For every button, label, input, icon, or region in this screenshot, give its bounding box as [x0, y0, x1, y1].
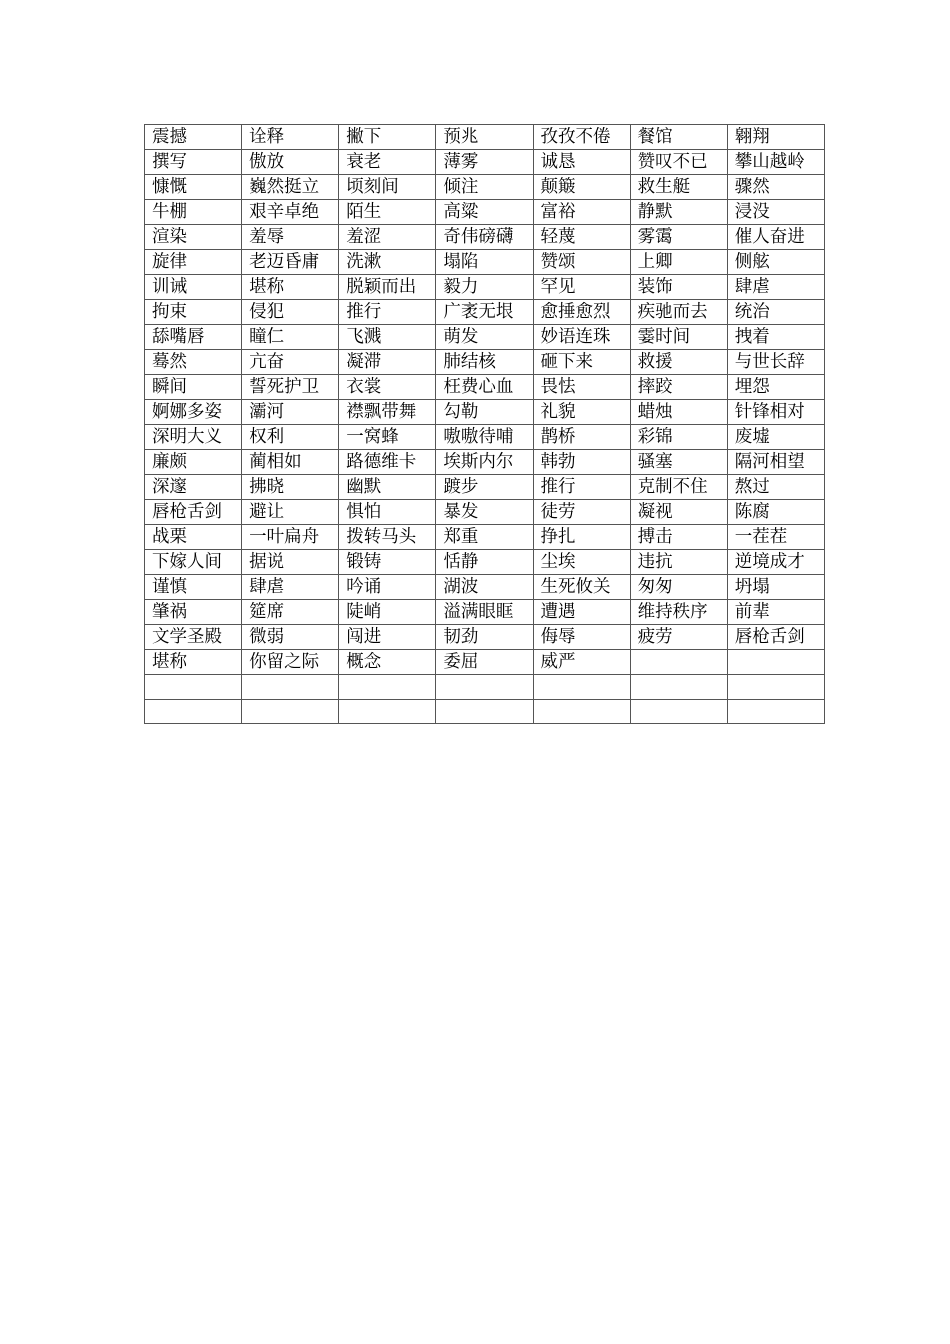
table-cell: 搏击 — [630, 525, 727, 550]
table-cell: 装饰 — [630, 275, 727, 300]
table-cell: 侮辱 — [533, 625, 630, 650]
table-cell: 惧怕 — [339, 500, 436, 525]
table-cell: 幽默 — [339, 475, 436, 500]
table-cell: 违抗 — [630, 550, 727, 575]
table-row — [145, 650, 825, 675]
table-cell: 老迈昏庸 — [242, 250, 339, 275]
table-cell: 羞辱 — [242, 225, 339, 250]
table-cell: 溢满眼眶 — [436, 600, 533, 625]
table-cell: 拂晓 — [242, 475, 339, 500]
table-cell: 拘束 — [145, 300, 242, 325]
table-cell: 前辈 — [727, 600, 824, 625]
table-cell: 蜡烛 — [630, 400, 727, 425]
table-cell — [630, 675, 727, 700]
table-cell: 战栗 — [145, 525, 242, 550]
table-cell: 颠簸 — [533, 175, 630, 200]
table-cell: 侧舷 — [727, 250, 824, 275]
table-cell — [727, 675, 824, 700]
table-cell — [242, 699, 339, 724]
table-row — [145, 600, 825, 625]
table-cell: 统治 — [727, 300, 824, 325]
table-cell: 挣扎 — [533, 525, 630, 550]
table-cell: 凝视 — [630, 500, 727, 525]
table-cell: 生死攸关 — [533, 575, 630, 600]
table-cell: 埃斯内尔 — [436, 450, 533, 475]
table-cell: 上卿 — [630, 250, 727, 275]
table-cell: 妙语连珠 — [533, 325, 630, 350]
table-cell: 顷刻间 — [339, 175, 436, 200]
table-cell: 灞河 — [242, 400, 339, 425]
table-cell — [436, 699, 533, 724]
table-cell: 恬静 — [436, 550, 533, 575]
table-row — [145, 400, 825, 425]
table-cell: 锻铸 — [339, 550, 436, 575]
table-cell: 肆虐 — [242, 575, 339, 600]
table-cell: 一窝蜂 — [339, 425, 436, 450]
table-row — [145, 675, 825, 700]
table-cell: 撰写 — [145, 150, 242, 175]
table-cell: 骚塞 — [630, 450, 727, 475]
table-cell: 震撼 — [145, 125, 242, 150]
table-cell: 隔河相望 — [727, 450, 824, 475]
table-cell: 熬过 — [727, 475, 824, 500]
table-cell: 渲染 — [145, 225, 242, 250]
table-cell: 廉颇 — [145, 450, 242, 475]
table-cell: 遭遇 — [533, 600, 630, 625]
table-cell: 针锋相对 — [727, 400, 824, 425]
table-cell: 陌生 — [339, 200, 436, 225]
table-cell: 瞳仁 — [242, 325, 339, 350]
table-row — [145, 699, 825, 724]
table-cell: 侵犯 — [242, 300, 339, 325]
table-cell: 脱颖而出 — [339, 275, 436, 300]
table-row — [145, 575, 825, 600]
table-cell: 唇枪舌剑 — [727, 625, 824, 650]
table-cell: 与世长辞 — [727, 350, 824, 375]
table-cell: 克制不住 — [630, 475, 727, 500]
table-row — [145, 550, 825, 575]
table-cell: 彩锦 — [630, 425, 727, 450]
table-cell: 雾霭 — [630, 225, 727, 250]
table-cell: 摔跤 — [630, 375, 727, 400]
table-cell: 肺结核 — [436, 350, 533, 375]
table-cell: 逆境成才 — [727, 550, 824, 575]
table-cell: 闯进 — [339, 625, 436, 650]
table-cell: 舔嘴唇 — [145, 325, 242, 350]
table-cell: 谨慎 — [145, 575, 242, 600]
table-cell: 毅力 — [436, 275, 533, 300]
table-cell: 婀娜多姿 — [145, 400, 242, 425]
table-cell: 徒劳 — [533, 500, 630, 525]
table-cell: 推行 — [533, 475, 630, 500]
table-cell: 倾注 — [436, 175, 533, 200]
table-cell: 威严 — [533, 650, 630, 675]
table-row — [145, 625, 825, 650]
table-cell: 撇下 — [339, 125, 436, 150]
table-cell: 牛棚 — [145, 200, 242, 225]
table-cell: 唇枪舌剑 — [145, 500, 242, 525]
table-row — [145, 275, 825, 300]
table-cell: 浸没 — [727, 200, 824, 225]
table-cell: 维持秩序 — [630, 600, 727, 625]
table-cell: 萌发 — [436, 325, 533, 350]
table-cell — [339, 675, 436, 700]
table-cell: 深明大义 — [145, 425, 242, 450]
table-cell: 埋怨 — [727, 375, 824, 400]
table-row — [145, 300, 825, 325]
table-cell: 愈捶愈烈 — [533, 300, 630, 325]
table-cell: 训诫 — [145, 275, 242, 300]
table-cell — [630, 699, 727, 724]
table-cell: 概念 — [339, 650, 436, 675]
table-cell: 衰老 — [339, 150, 436, 175]
table-cell: 蓦然 — [145, 350, 242, 375]
table-cell: 洗漱 — [339, 250, 436, 275]
table-cell: 薄雾 — [436, 150, 533, 175]
table-cell — [145, 675, 242, 700]
table-cell: 暴发 — [436, 500, 533, 525]
table-cell: 诚恳 — [533, 150, 630, 175]
table-row — [145, 425, 825, 450]
table-cell: 翱翔 — [727, 125, 824, 150]
table-cell: 嗷嗷待哺 — [436, 425, 533, 450]
table-row — [145, 500, 825, 525]
table-cell: 催人奋进 — [727, 225, 824, 250]
table-cell — [727, 699, 824, 724]
table-cell: 礼貌 — [533, 400, 630, 425]
table-cell — [339, 699, 436, 724]
table-cell: 艰辛卓绝 — [242, 200, 339, 225]
table-cell: 韩勃 — [533, 450, 630, 475]
table-cell: 救生艇 — [630, 175, 727, 200]
table-cell: 吟诵 — [339, 575, 436, 600]
table-row — [145, 125, 825, 150]
table-cell: 疲劳 — [630, 625, 727, 650]
table-row — [145, 250, 825, 275]
table-cell: 你留之际 — [242, 650, 339, 675]
table-cell: 瞬间 — [145, 375, 242, 400]
table-cell: 骤然 — [727, 175, 824, 200]
table-cell: 广袤无垠 — [436, 300, 533, 325]
table-cell: 筵席 — [242, 600, 339, 625]
table-cell: 轻蔑 — [533, 225, 630, 250]
table-cell: 踱步 — [436, 475, 533, 500]
table-row — [145, 375, 825, 400]
table-cell — [436, 675, 533, 700]
table-cell: 餐馆 — [630, 125, 727, 150]
table-cell: 鹊桥 — [533, 425, 630, 450]
table-row — [145, 350, 825, 375]
table-cell — [145, 699, 242, 724]
table-cell: 蔺相如 — [242, 450, 339, 475]
table-cell — [727, 650, 824, 675]
table-cell: 一茬茬 — [727, 525, 824, 550]
table-cell: 废墟 — [727, 425, 824, 450]
table-row — [145, 325, 825, 350]
table-cell: 堪称 — [145, 650, 242, 675]
table-cell: 下嫁人间 — [145, 550, 242, 575]
table-cell: 诠释 — [242, 125, 339, 150]
table-cell: 一叶扁舟 — [242, 525, 339, 550]
table-cell: 慷慨 — [145, 175, 242, 200]
table-cell: 霎时间 — [630, 325, 727, 350]
table-cell — [533, 699, 630, 724]
table-cell: 畏怯 — [533, 375, 630, 400]
table-cell: 亢奋 — [242, 350, 339, 375]
table-cell: 尘埃 — [533, 550, 630, 575]
table-cell: 奇伟磅礴 — [436, 225, 533, 250]
table-cell: 疾驰而去 — [630, 300, 727, 325]
table-cell — [630, 650, 727, 675]
vocabulary-table — [144, 124, 825, 724]
table-cell: 枉费心血 — [436, 375, 533, 400]
table-cell: 委屈 — [436, 650, 533, 675]
table-cell: 微弱 — [242, 625, 339, 650]
table-cell: 罕见 — [533, 275, 630, 300]
table-cell: 攀山越岭 — [727, 150, 824, 175]
table-cell — [533, 675, 630, 700]
table-cell: 韧劲 — [436, 625, 533, 650]
table-cell: 傲放 — [242, 150, 339, 175]
table-cell: 誓死护卫 — [242, 375, 339, 400]
table-cell: 巍然挺立 — [242, 175, 339, 200]
table-cell: 文学圣殿 — [145, 625, 242, 650]
table-cell: 襟飘带舞 — [339, 400, 436, 425]
table-row — [145, 475, 825, 500]
table-cell: 塌陷 — [436, 250, 533, 275]
table-cell: 羞涩 — [339, 225, 436, 250]
table-cell: 衣裳 — [339, 375, 436, 400]
table-cell: 孜孜不倦 — [533, 125, 630, 150]
table-row — [145, 175, 825, 200]
table-cell: 据说 — [242, 550, 339, 575]
table-cell: 勾勒 — [436, 400, 533, 425]
table-cell: 堪称 — [242, 275, 339, 300]
table-cell: 高粱 — [436, 200, 533, 225]
table-cell: 肇祸 — [145, 600, 242, 625]
table-cell: 救援 — [630, 350, 727, 375]
table-row — [145, 200, 825, 225]
table-row — [145, 225, 825, 250]
table-cell: 飞溅 — [339, 325, 436, 350]
table-cell: 匆匆 — [630, 575, 727, 600]
table-cell: 凝滞 — [339, 350, 436, 375]
table-cell: 肆虐 — [727, 275, 824, 300]
table-cell: 富裕 — [533, 200, 630, 225]
table-cell: 郑重 — [436, 525, 533, 550]
table-cell: 推行 — [339, 300, 436, 325]
table-cell: 旋律 — [145, 250, 242, 275]
table-cell — [242, 675, 339, 700]
table-cell: 避让 — [242, 500, 339, 525]
table-cell: 赞颂 — [533, 250, 630, 275]
table-cell: 陡峭 — [339, 600, 436, 625]
table-cell: 拨转马头 — [339, 525, 436, 550]
table-cell: 陈腐 — [727, 500, 824, 525]
table-row — [145, 150, 825, 175]
table-cell: 砸下来 — [533, 350, 630, 375]
table-cell: 预兆 — [436, 125, 533, 150]
table-cell: 拽着 — [727, 325, 824, 350]
table-cell: 深邃 — [145, 475, 242, 500]
table-cell: 权利 — [242, 425, 339, 450]
table-cell: 坍塌 — [727, 575, 824, 600]
table-cell: 湖波 — [436, 575, 533, 600]
table-cell: 赞叹不已 — [630, 150, 727, 175]
table-row — [145, 450, 825, 475]
vocabulary-table-body — [145, 125, 825, 724]
table-cell: 路德维卡 — [339, 450, 436, 475]
table-row — [145, 525, 825, 550]
table-cell: 静默 — [630, 200, 727, 225]
